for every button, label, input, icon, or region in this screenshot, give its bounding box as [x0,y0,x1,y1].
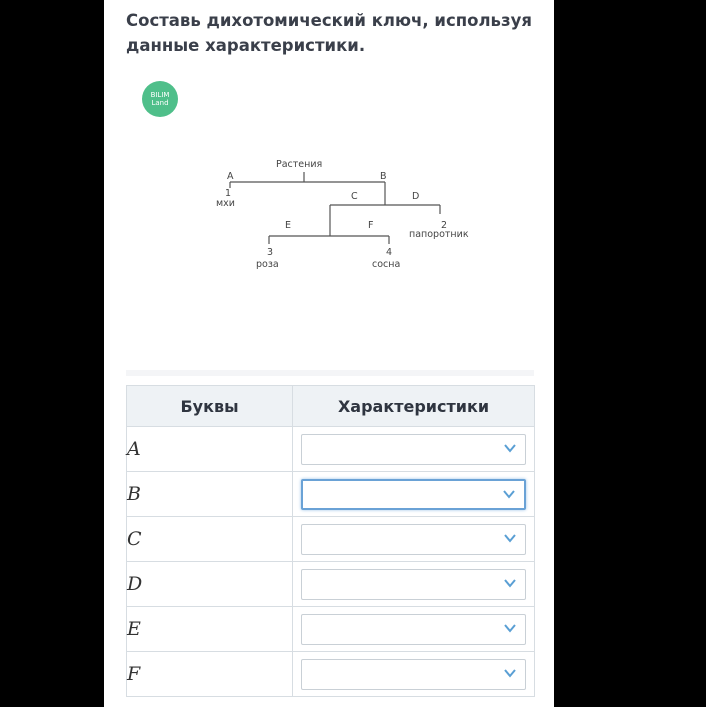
row-letter: D [127,562,293,607]
logo-line-2: Land [151,99,169,107]
chevron-down-icon [503,621,517,635]
tree-label-b: B [380,171,387,182]
task-card [104,0,554,707]
table-row [127,427,535,472]
leaf-number-2: 2 [441,220,448,231]
table-header-row [127,386,535,427]
leaf-number-3: 3 [267,247,274,258]
tree-label-d: D [412,191,420,202]
chevron-down-icon [503,576,517,590]
tree-label-a: A [227,171,234,182]
table-row [127,472,535,517]
row-letter: F [127,652,293,697]
leaf-name-mosses: мхи [216,198,235,209]
chevron-down-icon [503,531,517,545]
table-row [127,517,535,562]
leaf-name-pine: сосна [372,259,401,270]
row-letter: A [127,427,293,472]
section-divider [126,370,534,376]
characteristic-select-f[interactable] [301,659,526,690]
logo-line-1: BILIM [150,91,170,99]
question-text [126,8,536,58]
tree-label-f: F [368,220,374,231]
leaf-number-1: 1 [225,188,232,199]
row-letter: E [127,607,293,652]
characteristic-select-b[interactable] [301,479,526,510]
chevron-down-icon [502,487,516,501]
table-row [127,652,535,697]
leaf-name-fern: папоротник [409,229,469,240]
tree-root-label: Растения [276,159,323,170]
dichotomous-tree-diagram [104,150,554,280]
row-letter: C [127,517,293,562]
characteristic-select-c[interactable] [301,524,526,555]
table-row [127,607,535,652]
header-characteristics: Характеристики [293,386,535,427]
tree-label-c: C [351,191,358,202]
leaf-name-rose: роза [256,259,279,270]
characteristic-select-e[interactable] [301,614,526,645]
table-row [127,562,535,607]
chevron-down-icon [503,441,517,455]
row-letter: B [127,472,293,517]
chevron-down-icon [503,666,517,680]
question-line-2: данные характеристики. [126,36,366,55]
header-letters: Буквы [127,386,293,427]
leaf-number-4: 4 [386,247,393,258]
tree-label-e: E [285,220,292,231]
bilimland-logo [142,81,178,117]
dichotomous-key-table [126,385,535,697]
question-line-1: Составь дихотомический ключ, используя [126,11,532,30]
characteristic-select-a[interactable] [301,434,526,465]
characteristic-select-d[interactable] [301,569,526,600]
